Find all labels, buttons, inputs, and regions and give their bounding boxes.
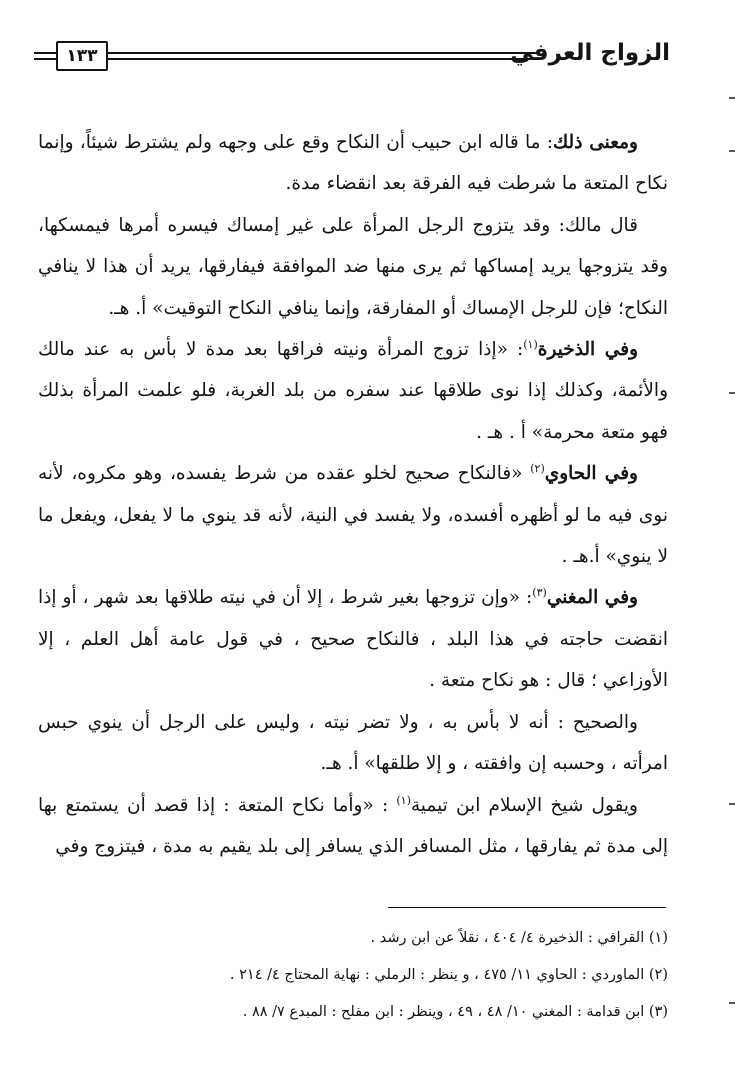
paragraph <box>38 122 668 205</box>
paragraph-text: «فالنكاح صحيح لخلو عقده من شرط يفسده، وهو مكروه، لأنه نوى فيه ما لو أظهره أفسده، ولا يفسد في النية، لأنه قد ينوي ما لا يفعل، ويفعل ما لا ينوي» أ.هـ . <box>38 463 668 568</box>
edge-mark <box>729 97 735 99</box>
paragraph <box>38 577 668 701</box>
paragraph-text: ويقول شيخ الإسلام ابن تيمية <box>410 794 638 816</box>
footnote: (١) القرافي : الذخيرة ٤/ ٤٠٤ ، نقلاً عن ابن رشد . <box>370 930 668 946</box>
footnote-ref: (٢) <box>530 462 545 476</box>
page-header <box>34 38 670 78</box>
footnote: (٢) الماوردي : الحاوي ١١/ ٤٧٥ ، و ينظر : الرملي : نهاية المحتاج ٤/ ٢١٤ . <box>229 967 668 983</box>
footnote-ref: (١) <box>523 337 538 351</box>
paragraph-text: قال مالك: وقد يتزوج الرجل المرأة على غير إمساك فيسره أمرها فيمسكها، وقد يتزوجها يريد إمساكها ثم يرى منها ضد الموافقة فيفارقها، يريد أن هذا لا ينافي النكاح؛ فإن للرجل الإمساك أو المفارقة، وإنما ينافي النكاح التوقيت» أ. هـ. <box>38 214 668 319</box>
edge-mark <box>729 150 735 152</box>
page-number: ١٣٣ <box>56 41 108 71</box>
footnote: (٣) ابن قدامة : المغني ١٠/ ٤٨ ، ٤٩ ، وينظر : ابن مفلح : المبدع ٧/ ٨٨ . <box>242 1004 668 1020</box>
paragraph-lead: وفي الحاوي <box>544 463 638 485</box>
paragraph <box>38 785 668 868</box>
footnote-separator <box>388 907 666 908</box>
paragraph-text: : «إذا تزوج المرأة ونيته فراقها بعد مدة لا بأس به عند مالك والأئمة، وكذلك إذا نوى طلاقها عند سفره من بلد الغربة، فلو علمت المرأة بذلك فهو متعة محرمة» أ . هـ . <box>38 339 668 443</box>
body-text <box>38 122 668 867</box>
paragraph-text: والصحيح : أنه لا بأس به ، ولا تضر نيته ، وليس على الرجل أن ينوي حبس امرأته ، وحسبه إن وافقته ، و إلا طلقها» أ. هـ. <box>38 711 668 775</box>
footnotes <box>150 920 668 1031</box>
paragraph-text: : ما قاله ابن حبيب أن النكاح وقع على وجهه ولم يشترط شيئاً، وإنما نكاح المتعة ما شرطت فيه الفرقة بعد انقضاء مدة. <box>38 132 668 195</box>
paragraph <box>38 453 668 577</box>
paragraph <box>38 205 668 329</box>
edge-mark <box>729 803 735 805</box>
paragraph-lead: وفي المغني <box>546 587 638 609</box>
paragraph <box>38 702 668 785</box>
paragraph-lead: ومعنى ذلك <box>552 132 638 153</box>
footnote-ref: (١) <box>396 793 411 807</box>
paragraph-text: : «وإن تزوجها بغير شرط ، إلا أن في نيته طلاقها بعد شهر ، أو إذا انقضت حاجته في هذا البلد ، فالنكاح صحيح ، في قول عامة أهل العلم ، إلا الأوزاعي ؛ قال : هو نكاح متعة . <box>38 587 668 692</box>
header-left-rule <box>34 52 56 60</box>
running-title: الزواج العرفي <box>510 40 670 66</box>
header-rule <box>108 52 540 60</box>
edge-mark <box>729 392 735 394</box>
edge-mark <box>729 1002 735 1004</box>
paragraph <box>38 329 668 453</box>
footnote-ref: (٣) <box>532 586 547 600</box>
paragraph-lead: وفي الذخيرة <box>537 339 639 361</box>
paragraph-text: : «وأما نكاح المتعة : إذا قصد أن يستمتع بها إلى مدة ثم يفارقها ، مثل المسافر الذي يسافر إلى بلد يقيم به مدة ، فيتزوج وفي <box>38 794 668 857</box>
